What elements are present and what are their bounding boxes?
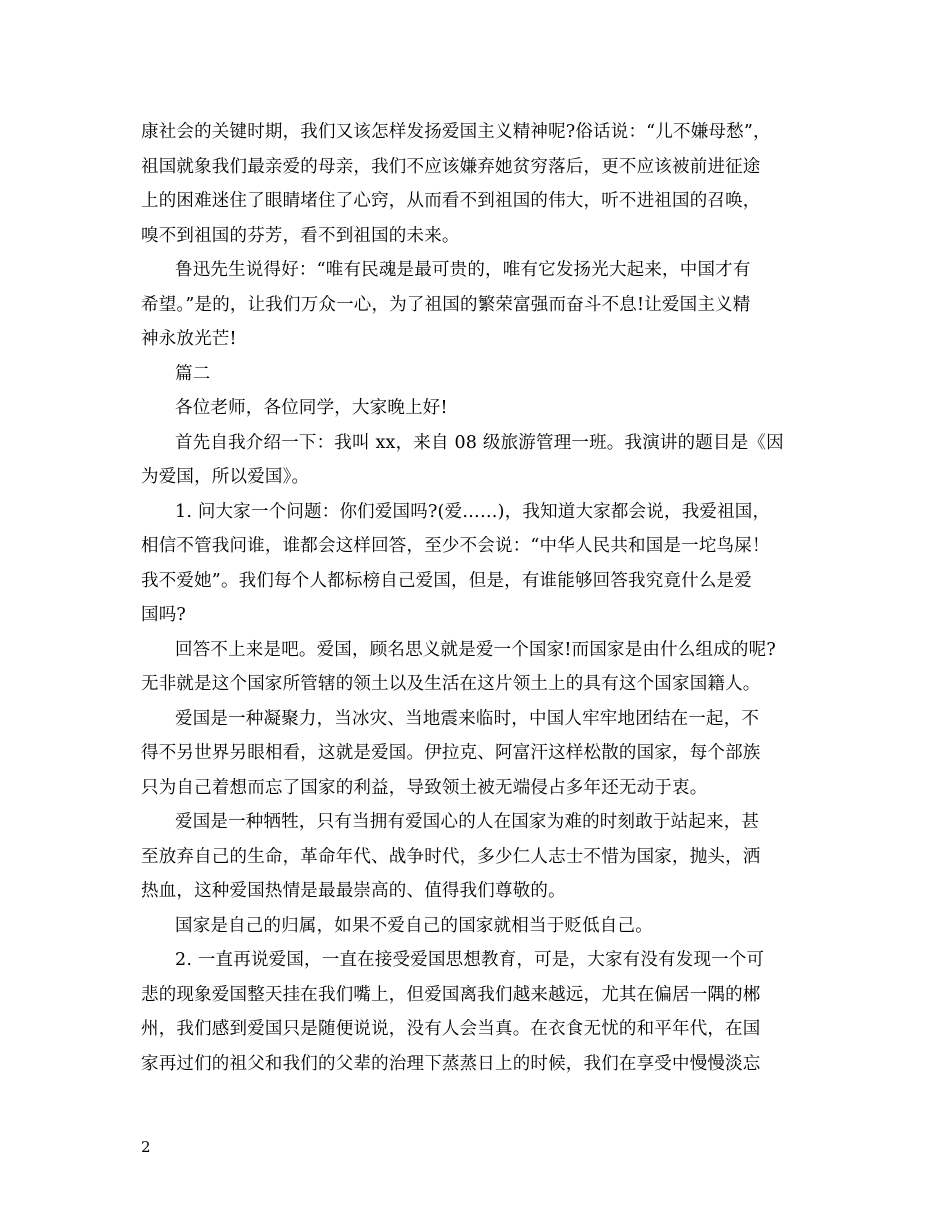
text-line: 嗅不到祖国的芬芳，看不到祖国的未来。	[141, 225, 460, 246]
text-line: 祖国就象我们最亲爱的母亲，我们不应该嫌弃她贫穷落后，更不应该被前进征途	[141, 156, 761, 177]
text-line: 得不另世界另眼相看，这就是爱国。伊拉克、阿富汗这样松散的国家，每个部族	[141, 743, 761, 763]
text-line: 只为自己着想而忘了国家的利益，导致领土被无端侵占多年还无动于衷。	[141, 777, 708, 798]
text-line: 为爱国，所以爱国》。	[141, 467, 310, 487]
document-body	[141, 115, 821, 1081]
text-line: 上的困难迷住了眼睛堵住了心窍，从而看不到祖国的伟大，听不进祖国的召唤，	[141, 191, 761, 211]
text-line: 无非就是这个国家所管辖的领土以及生活在这片领土上的具有这个国家国籍人。	[141, 674, 761, 694]
text-line: 1. 问大家一个问题：你们爱国吗?(爱……)，我知道大家都会说，我爱祖国，	[175, 501, 771, 522]
text-line: 回答不上来是吧。爱国，顾名思义就是爱一个国家!而国家是由什么组成的呢?	[175, 639, 776, 660]
text-line: 鲁迅先生说得好：“唯有民魂是最可贵的，唯有它发扬光大起来，中国才有	[175, 260, 751, 280]
text-line: 我不爱她”。我们每个人都标榜自己爱国，但是，有谁能够回答我究竟什么是爱	[141, 570, 752, 591]
text-line: 篇二	[175, 363, 211, 384]
text-line: 康社会的关键时期，我们又该怎样发扬爱国主义精神呢?俗话说：“儿不嫌母愁”，	[141, 122, 771, 142]
text-line: 州，我们感到爱国只是随便说说，没有人会当真。在衣食无忧的和平年代，在国	[141, 1019, 761, 1039]
text-line: 家再过们的祖父和我们的父辈的治理下蒸蒸日上的时候，我们在享受中慢慢淡忘	[141, 1053, 761, 1074]
text-line: 各位老师，各位同学，大家晚上好!	[175, 398, 448, 418]
text-line: 国吗?	[141, 605, 186, 625]
text-line: 希望。”是的，让我们万众一心，为了祖国的繁荣富强而奋斗不息!让爱国主义精	[141, 294, 751, 315]
text-line: 2. 一直再说爱国，一直在接受爱国思想教育，可是，大家有没有发现一个可	[175, 950, 765, 970]
page-number: 2	[141, 1138, 151, 1156]
text-line: 爱国是一种牺牲，只有当拥有爱国心的人在国家为难的时刻敢于站起来，甚	[175, 812, 760, 832]
text-line: 热血，这种爱国热情是最最崇高的、值得我们尊敬的。	[141, 881, 566, 901]
text-line: 爱国是一种凝聚力，当冰灾、当地震来临时，中国人牢牢地团结在一起，不	[175, 708, 760, 729]
text-line: 相信不管我问谁，谁都会这样回答，至少不会说：“中华人民共和国是一坨鸟屎！	[141, 536, 770, 556]
text-line: 神永放光芒!	[141, 329, 237, 349]
text-line: 首先自我介绍一下：我叫 xx，来自 08 级旅游管理一班。我演讲的题目是《因	[175, 432, 784, 453]
text-line: 悲的现象爱国整天挂在我们嘴上，但爱国离我们越来越远，尤其在偏居一隅的郴	[141, 984, 761, 1005]
text-line: 国家是自己的归属，如果不爱自己的国家就相当于贬低自己。	[175, 915, 653, 936]
text-line: 至放弃自己的生命，革命年代、战争时代，多少仁人志士不惜为国家，抛头，洒	[141, 846, 761, 867]
